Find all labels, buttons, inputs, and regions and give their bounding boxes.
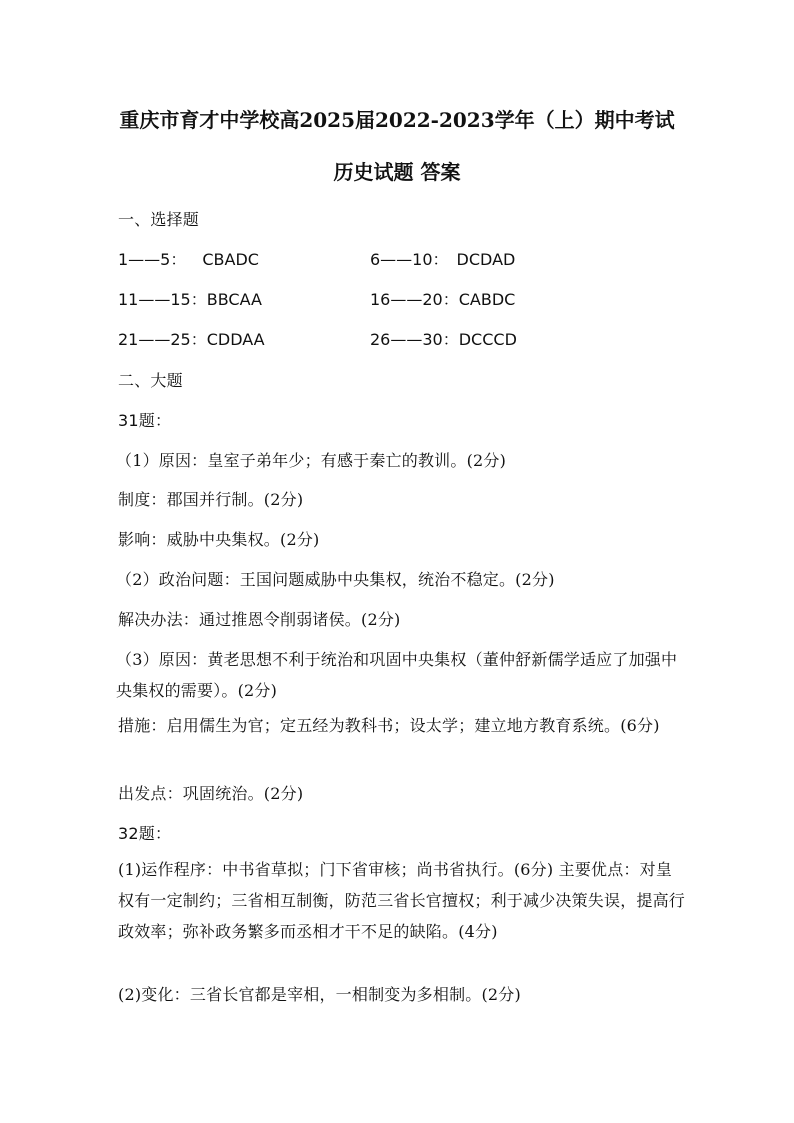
answer-letters: CDDAA xyxy=(206,330,265,349)
answer-range: 6——10： xyxy=(370,250,449,269)
answer-letters: CABDC xyxy=(458,290,516,309)
answer-range: 16——20： xyxy=(370,290,459,309)
section-multiple-choice-heading: 一、选择题 xyxy=(118,210,200,229)
answer-paragraph: （3）原因：黄老思想不利于统治和巩固中央集权（董仲舒新儒学适应了加强中央集权的需要）。(2分) xyxy=(116,650,678,700)
answer-paragraph: （1）原因：皇室子弟年少；有感于秦亡的教训。(2分) xyxy=(116,451,507,470)
answer-group xyxy=(118,250,259,270)
answer-row xyxy=(118,330,678,350)
answer-group xyxy=(370,330,517,350)
answer-letters: CBADC xyxy=(202,250,259,269)
answer-paragraph: 影响：威胁中央集权。(2分) xyxy=(118,530,320,549)
answer-paragraph: 解决办法：通过推恩令削弱诸侯。(2分) xyxy=(118,610,401,629)
answer-group xyxy=(118,330,265,350)
section-essay-heading: 二、大题 xyxy=(118,371,183,390)
answer-range: 21——25： xyxy=(118,330,207,349)
answer-row xyxy=(118,290,678,310)
answer-paragraph: (1)运作程序：中书省草拟；门下省审核；尚书省执行。(6分) 主要优点：对皇权有一定制约；三省相互制衡，防范三省长官擅权；利于减少决策失误，提高行政效率；弥补政务繁多而丞相才干不足的缺陷。(4分) xyxy=(118,860,686,941)
answer-row xyxy=(118,250,678,270)
document-subtitle: 历史试题 答案 xyxy=(333,160,461,184)
answer-paragraph: （2）政治问题：王国问题威胁中央集权，统治不稳定。(2分) xyxy=(116,570,555,589)
question-31-label: 31题： xyxy=(118,411,172,430)
answer-range: 26——30： xyxy=(370,330,459,349)
answer-group xyxy=(370,250,515,270)
answer-paragraph: 措施：启用儒生为官；定五经为教科书；设太学；建立地方教育系统。(6分) xyxy=(118,716,660,735)
document-title: 重庆市育才中学校高2025届2022-2023学年（上）期中考试 xyxy=(119,108,675,132)
answer-group xyxy=(370,290,515,310)
answer-letters: DCCCD xyxy=(458,330,517,349)
answer-paragraph: 制度：郡国并行制。(2分) xyxy=(118,490,304,509)
answer-range: 1——5： xyxy=(118,250,187,269)
question-32-label: 32题： xyxy=(118,824,172,843)
answer-paragraph: (2)变化：三省长官都是宰相，一相制变为多相制。(2分) xyxy=(118,985,521,1004)
answer-range: 11——15： xyxy=(118,290,207,309)
answer-letters: BBCAA xyxy=(206,290,262,309)
answer-letters: DCDAD xyxy=(456,250,516,269)
answer-group xyxy=(118,290,262,310)
answer-paragraph: 出发点：巩固统治。(2分) xyxy=(118,784,304,803)
